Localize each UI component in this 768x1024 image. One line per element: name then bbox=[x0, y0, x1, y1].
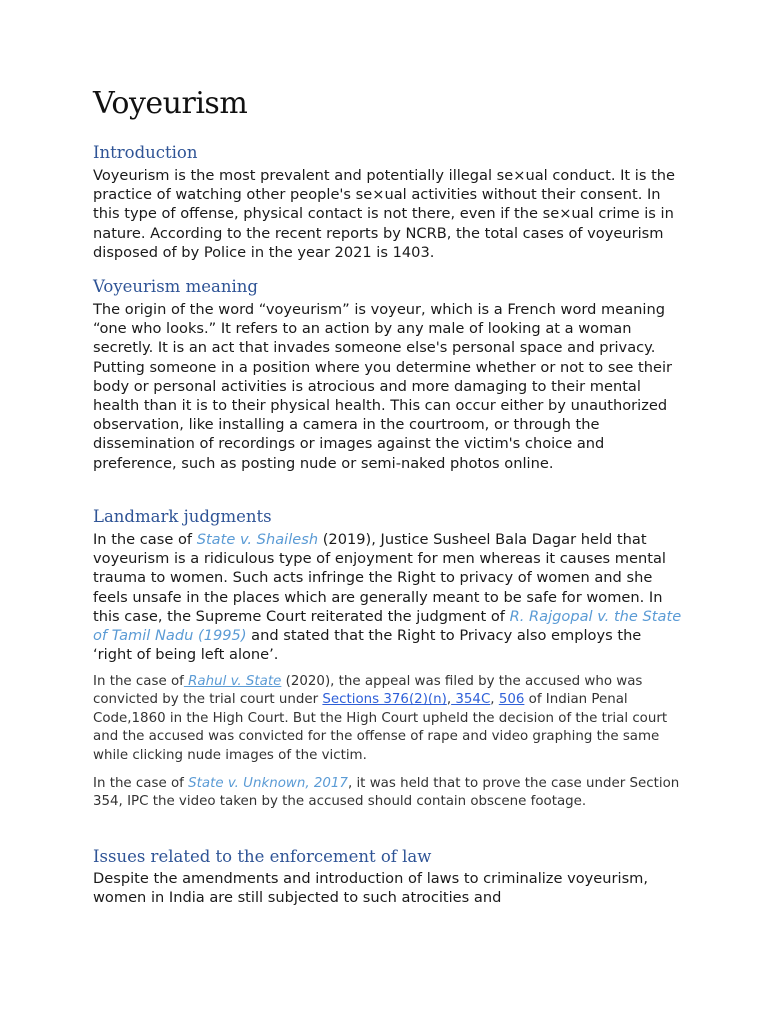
text-run: , bbox=[446, 692, 452, 708]
text-run: , bbox=[490, 692, 499, 708]
section-link-376[interactable]: Sections 376(2)(n) bbox=[322, 692, 447, 708]
text-run: , it was held that to prove the case under Section 354, IPC the video taken by the accused should contain obscene footage. bbox=[93, 776, 680, 810]
case-citation-rajgopal: R. Rajgopal v. the State of Tamil Nadu (1995) bbox=[93, 607, 682, 645]
introduction-paragraph: Voyeurism is the most prevalent and potentially illegal se×ual conduct. It is the practice of watching other people's se×ual activities without their consent. In this type of offense, physical contact is not there, even if the se×ual crime is in nature. According to the recent reports by NCRB, the total cases of voyeurism disposed of by Police in the year 2021 is 1403. bbox=[93, 167, 676, 261]
text-run: In the case of bbox=[93, 674, 184, 689]
text-run: In the case of bbox=[93, 531, 197, 548]
section-link-506[interactable]: 506 bbox=[498, 692, 525, 708]
judgment-paragraph-shailesh bbox=[93, 530, 683, 664]
text-run: of Indian Penal Code,1860 in the High Court. But the High Court upheld the decision of the trial court and the accused was convicted for the offense of rape and video graphing the same while clicking nude images of the victim. bbox=[93, 692, 668, 763]
meaning-paragraph: The origin of the word “voyeurism” is voyeur, which is a French word meaning “one who looks.” It refers to an action by any male of looking at a woman secretly. It is an act that invades someone else's personal space and privacy. Putting someone in a position where you determine whether or not to see their body or personal activities is atrocious and more damaging to their mental health than it is to their physical health. This can occur either by unauthorized observation, like installing a camera in the courtroom, or through the dissemination of recordings or images against the victim's choice and preference, such as posting nude or semi-naked photos online. bbox=[93, 301, 673, 472]
case-citation-unknown: State v. Unknown, 2017 bbox=[188, 776, 348, 791]
page-title: Voyeurism bbox=[93, 86, 248, 121]
section-heading-meaning: Voyeurism meaning bbox=[93, 277, 258, 296]
judgment-paragraph-unknown bbox=[93, 775, 683, 812]
text-run: (2020), the appeal was filed by the accused who was convicted by the trial court under bbox=[93, 674, 643, 708]
section-heading-enforcement-issues: Issues related to the enforcement of law bbox=[93, 847, 432, 866]
text-run: (2019), Justice Susheel Bala Dagar held that voyeurism is a ridiculous type of enjoyment for men whereas it causes mental trauma to women. Such acts infringe the Right to privacy of women and she feels unsafe in the places which are generally meant to be safe for women. In this case, the Supreme Court reiterated the judgment of bbox=[93, 531, 666, 625]
case-citation-shailesh: State v. Shailesh bbox=[196, 531, 319, 548]
text-run: In the case of bbox=[93, 776, 189, 791]
case-link-rahul[interactable]: Rahul v. State bbox=[183, 674, 282, 689]
enforcement-paragraph: Despite the amendments and introduction of laws to criminalize voyeurism, women in India are still subjected to such atrocities and bbox=[93, 870, 649, 907]
section-link-354c[interactable]: 354C bbox=[451, 692, 491, 708]
judgment-paragraph-rahul bbox=[93, 673, 683, 765]
text-run: and stated that the Right to Privacy also employs the ‘right of being left alone’. bbox=[93, 627, 642, 664]
section-heading-landmark-judgments: Landmark judgments bbox=[93, 507, 272, 526]
section-heading-introduction: Introduction bbox=[93, 143, 198, 162]
